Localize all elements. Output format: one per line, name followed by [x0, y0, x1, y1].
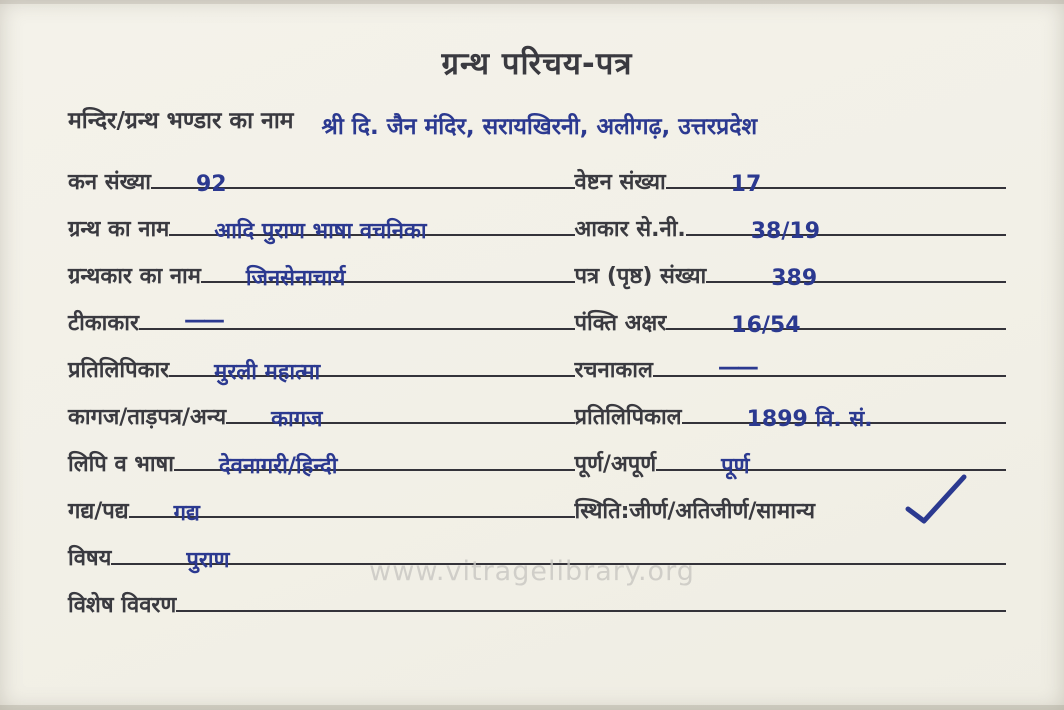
prose-verse-label: गद्य/पद्य — [68, 499, 129, 525]
book-name-value: आदि पुराण भाषा वचनिका — [214, 219, 427, 245]
commentator-label: टीकाकार — [68, 311, 139, 337]
condition-label: स्थिति:जीर्ण/अतिजीर्ण/सामान्य — [574, 499, 816, 525]
temple-name-value: श्री दि. जैन मंदिर, सरायखिरनी, अलीगढ़, उत्तरप्रदेश — [321, 114, 758, 141]
script-language-value: देवनागरी/हिन्दी — [218, 454, 338, 480]
script-language-label: लिपि व भाषा — [68, 452, 174, 478]
composition-date-line — [653, 352, 1006, 381]
size-value: 38/19 — [750, 219, 821, 245]
author-value: जिनसेनाचार्य — [245, 266, 346, 292]
page-count-label: पत्र (पृष्ठ) संख्या — [574, 264, 707, 290]
page-count-value: 389 — [771, 266, 818, 292]
lines-chars-value: 16/54 — [731, 313, 801, 339]
serial-number-value: 92 — [195, 172, 227, 198]
temple-name-row — [68, 108, 1006, 139]
completeness-line — [656, 446, 1006, 480]
form-row-script-language — [68, 435, 1006, 482]
material-value: कागज — [271, 407, 323, 433]
composition-date-label: रचनाकाल — [574, 358, 653, 384]
page-count-line — [706, 258, 1006, 292]
page-title: ग्रन्थ परिचय-पत्र — [441, 46, 633, 82]
form-row-author — [68, 247, 1006, 294]
bundle-number-line — [666, 164, 1006, 198]
size-label: आकार से.नी. — [574, 217, 686, 243]
temple-name-label: मन्दिर/ग्रन्थ भण्डार का नाम — [68, 108, 294, 134]
size-line — [686, 211, 1006, 245]
commentator-line — [139, 305, 575, 334]
serial-number-label: कन संख्या — [68, 170, 151, 196]
form-row-copyist — [68, 341, 1006, 388]
prose-verse-value: गद्य — [173, 501, 200, 527]
script-language-line — [174, 446, 575, 480]
book-name-line — [169, 211, 574, 245]
copyist-line — [169, 352, 574, 386]
copyist-value: मुरली महात्मा — [214, 360, 321, 386]
subject-value: पुराण — [186, 548, 230, 574]
author-label: ग्रन्थकार का नाम — [68, 264, 201, 290]
scan-edge-bottom — [0, 705, 1064, 710]
special-details-label: विशेष विवरण — [68, 593, 177, 619]
subject-label: विषय — [68, 546, 112, 572]
completeness-label: पूर्ण/अपूर्ण — [574, 452, 657, 478]
form-rows — [68, 153, 1006, 623]
form-row-commentator — [68, 294, 1006, 341]
book-name-label: ग्रन्थ का नाम — [68, 217, 170, 243]
completeness-value: पूर्ण — [721, 454, 750, 480]
bundle-number-label: वेष्टन संख्या — [574, 170, 666, 196]
serial-number-line — [151, 164, 575, 198]
bundle-number-value: 17 — [730, 172, 762, 198]
copyist-label: प्रतिलिपिकार — [68, 358, 170, 384]
copy-date-label: प्रतिलिपिकाल — [574, 405, 682, 431]
copy-date-line — [682, 399, 1006, 433]
material-label: कागज/ताड़पत्र/अन्य — [68, 405, 227, 431]
lines-chars-line — [666, 305, 1006, 339]
commentator-value: —— — [183, 308, 222, 334]
form-row-prose-verse — [68, 482, 1006, 529]
lines-chars-label: पंक्ति अक्षर — [574, 311, 667, 337]
scan-edge-top — [0, 0, 1064, 4]
author-line — [201, 258, 575, 292]
form-row-material — [68, 388, 1006, 435]
copy-date-value: 1899 वि. सं. — [746, 407, 873, 433]
special-details-line — [176, 610, 1006, 612]
material-line — [226, 399, 574, 433]
form-row-serial-number — [68, 153, 1006, 200]
form-row-book-name — [68, 200, 1006, 247]
composition-date-value: —— — [717, 355, 756, 381]
prose-verse-line — [129, 493, 575, 527]
watermark: www.vitragelibrary.org — [369, 556, 695, 587]
